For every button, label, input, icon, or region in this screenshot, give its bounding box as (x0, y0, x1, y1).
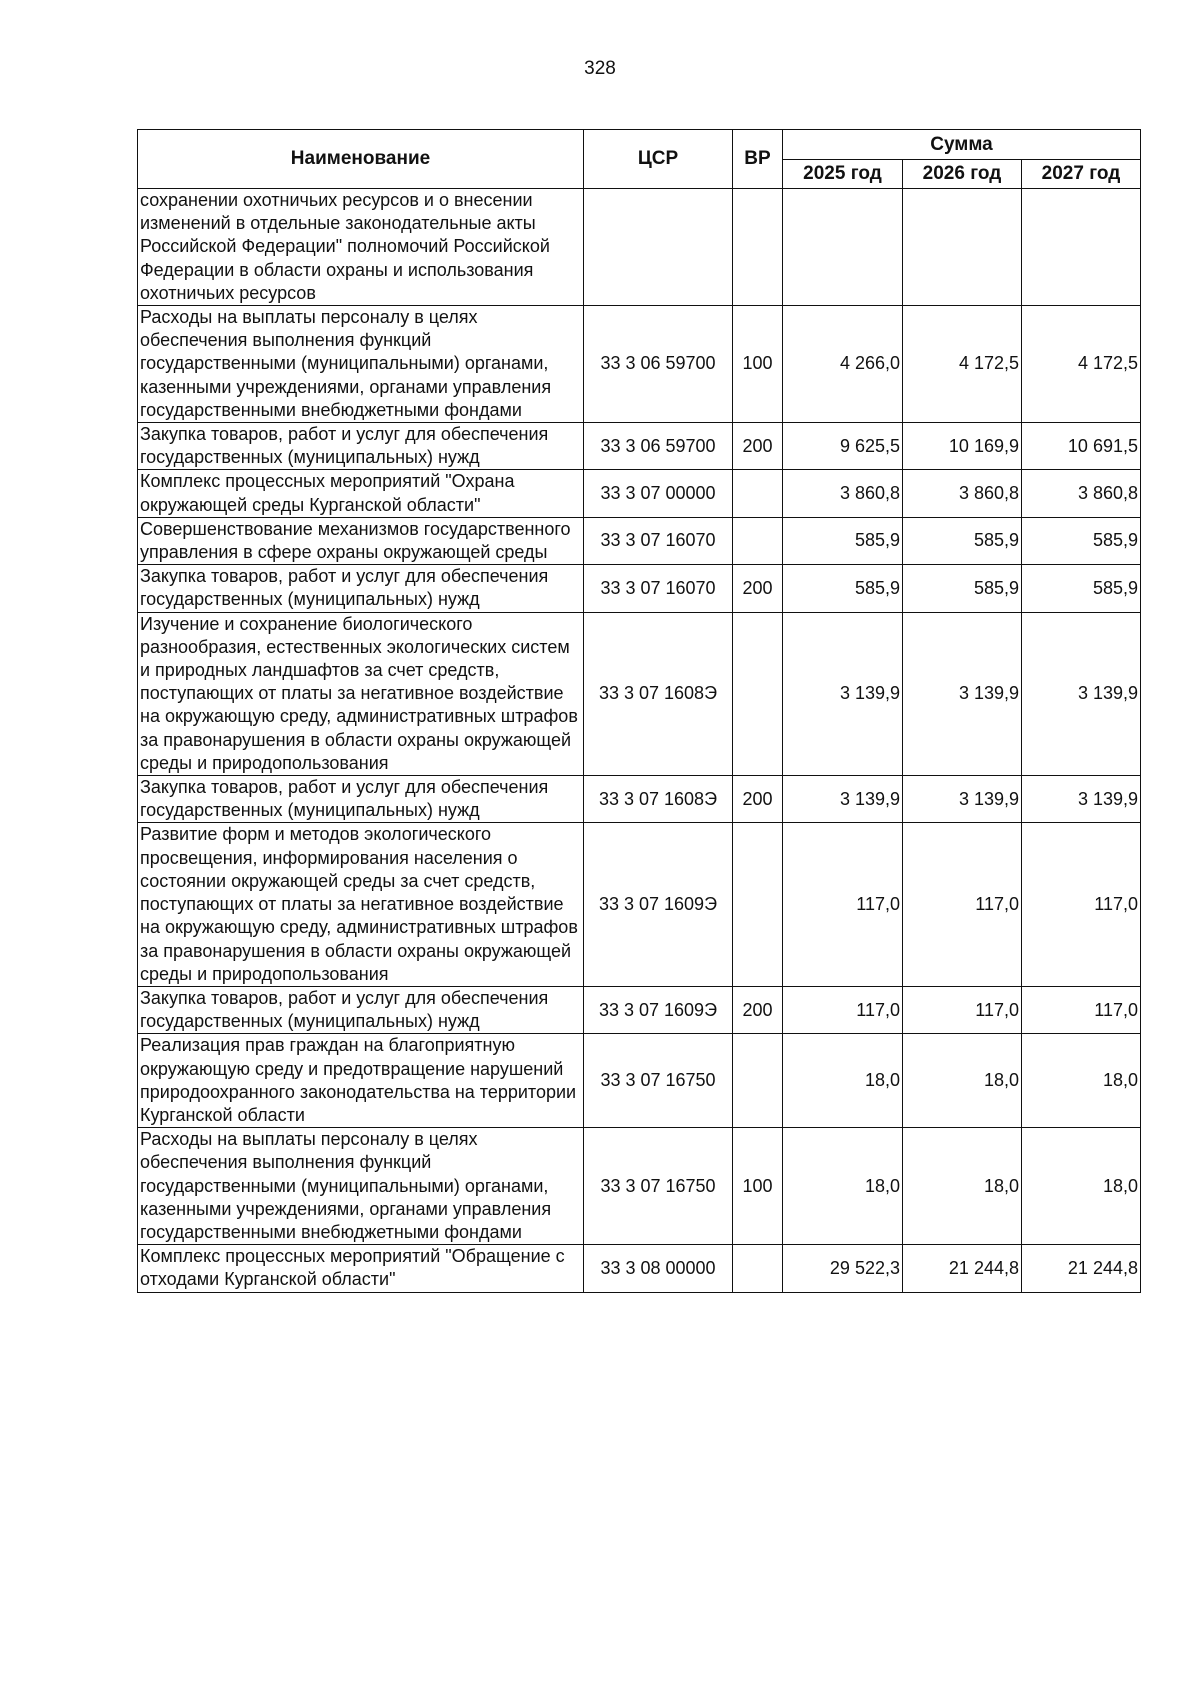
row-2025-cell: 18,0 (783, 1034, 903, 1128)
header-csr: ЦСР (584, 130, 733, 189)
row-csr-cell: 33 3 07 1609Э (584, 823, 733, 986)
header-year-2027: 2027 год (1022, 160, 1141, 189)
table-row (138, 776, 1141, 823)
row-2027-cell: 18,0 (1022, 1034, 1141, 1128)
page-number: 328 (584, 58, 616, 79)
row-2025-cell: 9 625,5 (783, 423, 903, 470)
row-2027-cell: 117,0 (1022, 986, 1141, 1033)
row-name-cell: Развитие форм и методов экологического просвещения, информирования населения о состоянии окружающей среды за счет средств, поступающих от платы за негативное воздействие на окружающую среду, административных штрафов за правонарушения в области охраны окружающей среды и природопользования (138, 823, 584, 986)
header-vr: ВР (733, 130, 783, 189)
budget-table (137, 129, 1141, 1293)
row-csr-cell: 33 3 07 16750 (584, 1128, 733, 1245)
row-name-cell: Комплекс процессных мероприятий "Охрана окружающей среды Курганской области" (138, 470, 584, 517)
row-2027-cell: 4 172,5 (1022, 306, 1141, 423)
row-2027-cell: 585,9 (1022, 517, 1141, 564)
row-name-cell: Расходы на выплаты персоналу в целях обеспечения выполнения функций государственными (муниципальными) органами, казенными учреждениями, органами управления государственными внебюджетными фондами (138, 1128, 584, 1245)
table-row (138, 470, 1141, 517)
table-row (138, 189, 1141, 306)
row-vr-cell (733, 189, 783, 306)
row-2027-cell: 3 139,9 (1022, 776, 1141, 823)
table-row (138, 306, 1141, 423)
table-row (138, 517, 1141, 564)
header-sum: Сумма (783, 130, 1141, 160)
row-2027-cell: 117,0 (1022, 823, 1141, 986)
table-body (138, 189, 1141, 1293)
row-vr-cell: 100 (733, 306, 783, 423)
row-2025-cell (783, 189, 903, 306)
row-vr-cell (733, 823, 783, 986)
row-2026-cell: 585,9 (903, 517, 1022, 564)
table-row (138, 1245, 1141, 1292)
row-vr-cell: 200 (733, 423, 783, 470)
row-vr-cell: 200 (733, 986, 783, 1033)
row-2027-cell: 18,0 (1022, 1128, 1141, 1245)
table-row (138, 1034, 1141, 1128)
row-2027-cell: 585,9 (1022, 565, 1141, 612)
row-2026-cell: 3 139,9 (903, 776, 1022, 823)
row-2025-cell: 117,0 (783, 823, 903, 986)
row-2026-cell: 10 169,9 (903, 423, 1022, 470)
row-2026-cell (903, 189, 1022, 306)
table-row (138, 565, 1141, 612)
row-2025-cell: 29 522,3 (783, 1245, 903, 1292)
row-vr-cell (733, 1245, 783, 1292)
row-2025-cell: 3 139,9 (783, 612, 903, 775)
row-2025-cell: 3 860,8 (783, 470, 903, 517)
row-vr-cell: 100 (733, 1128, 783, 1245)
row-vr-cell (733, 470, 783, 517)
row-2027-cell (1022, 189, 1141, 306)
row-name-cell: Изучение и сохранение биологического разнообразия, естественных экологических систем и природных ландшафтов за счет средств, поступающих от платы за негативное воздействие на окружающую среду, административных штрафов за правонарушения в области охраны окружающей среды и природопользования (138, 612, 584, 775)
row-name-cell: Реализация прав граждан на благоприятную окружающую среду и предотвращение нарушений природоохранного законодательства на территории Курганской области (138, 1034, 584, 1128)
table-row (138, 612, 1141, 775)
row-csr-cell: 33 3 07 16070 (584, 517, 733, 564)
row-2027-cell: 10 691,5 (1022, 423, 1141, 470)
row-2026-cell: 117,0 (903, 986, 1022, 1033)
table-row (138, 986, 1141, 1033)
row-2025-cell: 585,9 (783, 517, 903, 564)
row-csr-cell: 33 3 07 16750 (584, 1034, 733, 1128)
row-vr-cell (733, 1034, 783, 1128)
row-name-cell: Комплекс процессных мероприятий "Обращение с отходами Курганской области" (138, 1245, 584, 1292)
row-2025-cell: 3 139,9 (783, 776, 903, 823)
row-2026-cell: 18,0 (903, 1128, 1022, 1245)
row-name-cell: Закупка товаров, работ и услуг для обеспечения государственных (муниципальных) нужд (138, 565, 584, 612)
row-name-cell: сохранении охотничьих ресурсов и о внесении изменений в отдельные законодательные акты Российской Федерации" полномочий Российской Федерации в области охраны и использования охотничьих ресурсов (138, 189, 584, 306)
table-row (138, 423, 1141, 470)
row-2025-cell: 4 266,0 (783, 306, 903, 423)
row-2026-cell: 3 860,8 (903, 470, 1022, 517)
row-csr-cell: 33 3 08 00000 (584, 1245, 733, 1292)
row-name-cell: Совершенствование механизмов государственного управления в сфере охраны окружающей среды (138, 517, 584, 564)
table-header (138, 130, 1141, 189)
row-csr-cell (584, 189, 733, 306)
row-2027-cell: 3 139,9 (1022, 612, 1141, 775)
row-2025-cell: 117,0 (783, 986, 903, 1033)
row-2026-cell: 585,9 (903, 565, 1022, 612)
row-2026-cell: 21 244,8 (903, 1245, 1022, 1292)
row-name-cell: Закупка товаров, работ и услуг для обеспечения государственных (муниципальных) нужд (138, 986, 584, 1033)
row-csr-cell: 33 3 06 59700 (584, 306, 733, 423)
row-2025-cell: 18,0 (783, 1128, 903, 1245)
row-2026-cell: 4 172,5 (903, 306, 1022, 423)
header-year-2026: 2026 год (903, 160, 1022, 189)
row-name-cell: Расходы на выплаты персоналу в целях обеспечения выполнения функций государственными (муниципальными) органами, казенными учреждениями, органами управления государственными внебюджетными фондами (138, 306, 584, 423)
row-csr-cell: 33 3 07 1609Э (584, 986, 733, 1033)
row-2026-cell: 3 139,9 (903, 612, 1022, 775)
row-csr-cell: 33 3 07 00000 (584, 470, 733, 517)
row-2025-cell: 585,9 (783, 565, 903, 612)
row-name-cell: Закупка товаров, работ и услуг для обеспечения государственных (муниципальных) нужд (138, 423, 584, 470)
header-year-2025: 2025 год (783, 160, 903, 189)
row-vr-cell (733, 612, 783, 775)
row-csr-cell: 33 3 07 1608Э (584, 776, 733, 823)
row-vr-cell: 200 (733, 776, 783, 823)
row-csr-cell: 33 3 07 1608Э (584, 612, 733, 775)
row-2027-cell: 21 244,8 (1022, 1245, 1141, 1292)
row-vr-cell: 200 (733, 565, 783, 612)
row-name-cell: Закупка товаров, работ и услуг для обеспечения государственных (муниципальных) нужд (138, 776, 584, 823)
row-csr-cell: 33 3 07 16070 (584, 565, 733, 612)
header-name: Наименование (138, 130, 584, 189)
row-vr-cell (733, 517, 783, 564)
table-row (138, 823, 1141, 986)
row-2026-cell: 117,0 (903, 823, 1022, 986)
table-row (138, 1128, 1141, 1245)
row-csr-cell: 33 3 06 59700 (584, 423, 733, 470)
row-2027-cell: 3 860,8 (1022, 470, 1141, 517)
row-2026-cell: 18,0 (903, 1034, 1022, 1128)
